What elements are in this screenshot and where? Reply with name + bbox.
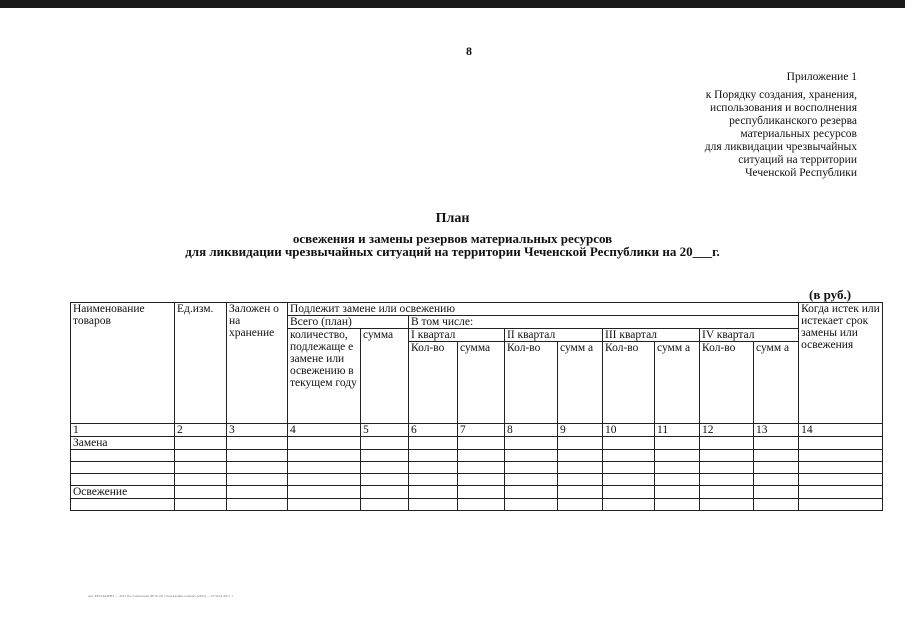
table-row	[71, 462, 883, 474]
column-number: 8	[505, 424, 558, 437]
plan-table	[70, 302, 883, 511]
header-quarter-2: II квартал	[505, 329, 603, 342]
header-deadline: Когда истек или истекает срок замены или освежения	[799, 303, 883, 424]
header-including: В том числе:	[409, 316, 799, 329]
plan-subtitle-line2: для ликвидации чрезвычайных ситуаций на территории Чеченской Республики на 20___г.	[185, 244, 720, 259]
column-number: 12	[700, 424, 754, 437]
appendix-line: ситуаций на территории	[738, 154, 857, 166]
header-product-name: Наименование товаров	[71, 303, 175, 424]
plan-subtitle	[0, 232, 905, 258]
section-label-refresh: Освежение	[71, 486, 175, 499]
header-quarter-4: IV квартал	[700, 329, 799, 342]
table-row	[71, 474, 883, 486]
header-total-sum: сумма	[361, 329, 409, 424]
footer-reference: Арт-РЕГЛАМЕНТ — 2023 Постановление ЧР № Об утверждении порядка (2023) — 07/2024 Лист 1	[88, 594, 234, 598]
column-number: 2	[175, 424, 227, 437]
appendix-title: Приложение 1	[786, 71, 857, 83]
header-unit: Ед.изм.	[175, 303, 227, 424]
top-border-bar	[0, 0, 905, 8]
column-number: 3	[227, 424, 288, 437]
section-label-replacement: Замена	[71, 437, 175, 450]
column-number: 7	[458, 424, 505, 437]
header-q1-sum: сумма	[458, 342, 505, 424]
column-number: 10	[603, 424, 655, 437]
column-number: 13	[754, 424, 799, 437]
appendix-line: к Порядку создания, хранения,	[705, 89, 857, 101]
header-stored: Заложен о на хранение	[227, 303, 288, 424]
header-quarter-3: III квартал	[603, 329, 700, 342]
header-subject-to-replacement: Подлежит замене или освежению	[288, 303, 799, 316]
header-q4-qty: Кол-во	[700, 342, 754, 424]
column-number: 6	[409, 424, 458, 437]
header-total-plan: Всего (план)	[288, 316, 409, 329]
column-number: 1	[71, 424, 175, 437]
plan-subtitle-line1: освежения и замены резервов материальных ресурсов	[292, 231, 613, 246]
column-number: 5	[361, 424, 409, 437]
column-number: 11	[655, 424, 700, 437]
header-q2-qty: Кол-во	[505, 342, 558, 424]
table-row	[71, 499, 883, 511]
currency-unit-note: (в руб.)	[809, 287, 852, 302]
header-q2-sum: сумм а	[558, 342, 603, 424]
header-q3-sum: сумм а	[655, 342, 700, 424]
header-q1-qty: Кол-во	[409, 342, 458, 424]
appendix-line: республиканского резерва	[729, 115, 857, 127]
column-number: 14	[799, 424, 883, 437]
appendix-line: использования и восполнения	[710, 102, 857, 114]
appendix-block	[705, 71, 857, 180]
appendix-line: Чеченской Республики	[745, 167, 857, 179]
appendix-line: для ликвидации чрезвычайных	[704, 141, 857, 153]
column-number-row	[71, 424, 883, 437]
table-row	[71, 437, 883, 450]
plan-title: План	[435, 211, 470, 226]
column-number: 9	[558, 424, 603, 437]
header-qty-current-year: количество, подлежаще е замене или освежению в текущем году	[288, 329, 361, 424]
table-row	[71, 486, 883, 499]
header-q3-qty: Кол-во	[603, 342, 655, 424]
page-number: 8	[466, 44, 472, 58]
header-q4-sum: сумм а	[754, 342, 799, 424]
header-quarter-1: I квартал	[409, 329, 505, 342]
table-row	[71, 450, 883, 462]
appendix-line: материальных ресурсов	[740, 128, 857, 140]
column-number: 4	[288, 424, 361, 437]
